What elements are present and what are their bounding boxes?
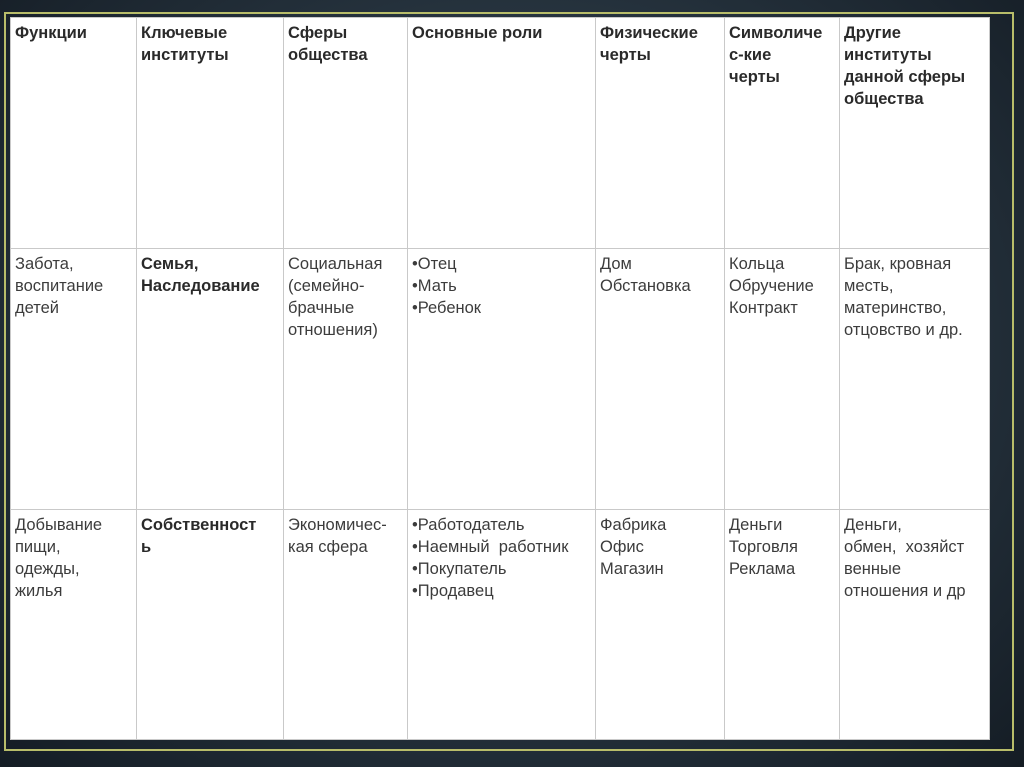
header-text: Символиче <box>729 24 823 42</box>
cell-text: обмен, хозяйст <box>844 538 965 556</box>
cell-text: Забота, <box>15 255 74 273</box>
role-item: •Наемный работник <box>412 538 569 556</box>
cell-text: отношения) <box>288 321 378 339</box>
cell-other <box>840 249 990 510</box>
cell-text: Обручение <box>729 277 814 295</box>
header-other-institutes <box>840 18 990 249</box>
header-text: институты <box>844 46 932 64</box>
header-text: с-кие <box>729 46 772 64</box>
cell-symbolic <box>725 249 840 510</box>
cell-text: Реклама <box>729 560 796 578</box>
cell-text: пищи, <box>15 538 61 556</box>
cell-other <box>840 510 990 740</box>
header-key-institutes <box>137 18 284 249</box>
header-text: Сферы <box>288 24 348 42</box>
role-item: •Продавец <box>412 582 494 600</box>
table-row <box>11 249 990 510</box>
cell-text: материнство, <box>844 299 947 317</box>
header-text: Основные роли <box>412 24 543 42</box>
cell-sphere <box>284 249 408 510</box>
cell-text: Обстановка <box>600 277 691 295</box>
role-item: •Отец <box>412 255 457 273</box>
cell-text: (семейно- <box>288 277 365 295</box>
header-text: Физические <box>600 24 698 42</box>
header-main-roles <box>408 18 596 249</box>
cell-text: Офис <box>600 538 644 556</box>
cell-text: Собственност <box>141 516 257 534</box>
cell-text: воспитание <box>15 277 104 295</box>
cell-text: Дом <box>600 255 632 273</box>
header-text: Ключевые <box>141 24 228 42</box>
header-spheres <box>284 18 408 249</box>
header-text: институты <box>141 46 229 64</box>
cell-functions <box>11 249 137 510</box>
table-header-row <box>11 18 990 249</box>
header-text: данной сферы <box>844 68 966 86</box>
cell-text: отцовство и др. <box>844 321 963 339</box>
cell-roles <box>408 510 596 740</box>
cell-text: ь <box>141 538 152 556</box>
cell-text: брачные <box>288 299 355 317</box>
role-item: •Работодатель <box>412 516 525 534</box>
header-text: Другие <box>844 24 901 42</box>
cell-text: Деньги, <box>844 516 902 534</box>
cell-text: Кольца <box>729 255 785 273</box>
cell-text: венные <box>844 560 902 578</box>
cell-text: отношения и др <box>844 582 966 600</box>
cell-text: кая сфера <box>288 538 368 556</box>
header-text: общества <box>288 46 368 64</box>
cell-text: Экономичес- <box>288 516 387 534</box>
cell-key-institutes <box>137 510 284 740</box>
cell-text: Семья, <box>141 255 199 273</box>
cell-text: детей <box>15 299 60 317</box>
cell-text: Деньги <box>729 516 783 534</box>
role-item: •Мать <box>412 277 457 295</box>
cell-text: Торговля <box>729 538 798 556</box>
cell-symbolic <box>725 510 840 740</box>
cell-text: месть, <box>844 277 894 295</box>
header-text: Функции <box>15 24 87 42</box>
cell-physical <box>596 249 725 510</box>
header-physical-traits <box>596 18 725 249</box>
header-symbolic-traits <box>725 18 840 249</box>
cell-text: жилья <box>15 582 63 600</box>
cell-text: Брак, кровная <box>844 255 952 273</box>
cell-text: Социальная <box>288 255 383 273</box>
cell-functions <box>11 510 137 740</box>
cell-physical <box>596 510 725 740</box>
cell-sphere <box>284 510 408 740</box>
role-item: •Ребенок <box>412 299 481 317</box>
role-item: •Покупатель <box>412 560 507 578</box>
cell-roles <box>408 249 596 510</box>
cell-key-institutes <box>137 249 284 510</box>
cell-text: Фабрика <box>600 516 667 534</box>
cell-text: Магазин <box>600 560 664 578</box>
cell-text: Добывание <box>15 516 103 534</box>
cell-text: одежды, <box>15 560 80 578</box>
cell-text: Контракт <box>729 299 798 317</box>
table-row <box>11 510 990 740</box>
cell-text: Наследование <box>141 277 260 295</box>
header-text: черты <box>729 68 780 86</box>
header-text: черты <box>600 46 651 64</box>
header-text: общества <box>844 90 924 108</box>
institutions-table <box>10 17 990 740</box>
header-functions <box>11 18 137 249</box>
